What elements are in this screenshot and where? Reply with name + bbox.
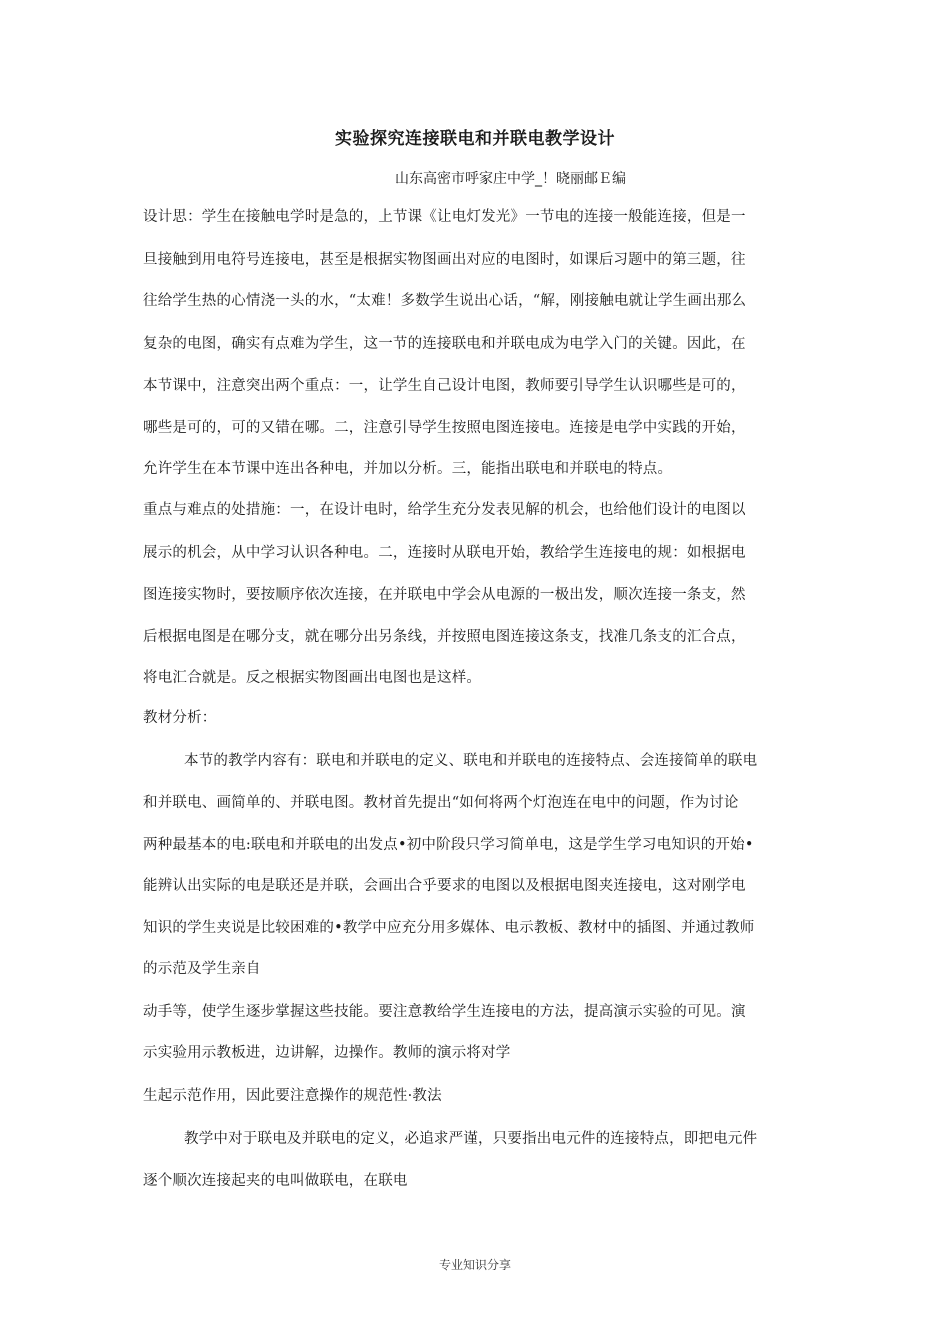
text-line: 两种最基本的电:联电和并联电的出发点•初中阶段只学习简单电，这是学生学习电知识的开始• — [143, 837, 754, 853]
text-line: 逐个顺次连接起夹的电叫做联电，在联电 — [143, 1173, 408, 1189]
text-line: 允许学生在本节课中连出各种电，并加以分析。三，能指出联电和并联电的特点。 — [143, 461, 673, 477]
text-line: 将电汇合就是。反之根据实物图画出电图也是这样。 — [143, 670, 482, 686]
text-line: 能辨认出实际的电是联还是并联，会画出合乎要求的电图以及根据电图夹连接电，这对刚学电 — [143, 878, 746, 894]
text-line: 后根据电图是在哪分支，就在哪分出另条线，并按照电图连接这条支，找准几条支的汇合点， — [143, 629, 746, 645]
text-line: 生起示范作用，因此要注意操作的规范性·教法 — [143, 1088, 442, 1104]
section-heading: 教材分析： — [143, 710, 217, 726]
text-line: 教学中对于联电及并联电的定义，必追求严谨，只要指出电元件的连接特点，即把电元件 — [184, 1131, 758, 1147]
document-author: 山东高密市呼家庄中学_！晓丽邮Ｅ编 — [395, 171, 626, 187]
text-line: 旦接触到用电符号连接电，甚至是根据实物图画出对应的电图时，如课后习题中的第三题，往 — [143, 252, 746, 268]
text-line: 动手等，使学生逐步掌握这些技能。要注意教给学生连接电的方法，提高演示实验的可见。演 — [143, 1004, 746, 1020]
text-line: 设计思：学生在接触电学时是急的，上节课《让电灯发光》一节电的连接一般能连接，但是一 — [143, 209, 746, 225]
page-footer: 专业知识分享 — [438, 1258, 511, 1272]
text-line: 图连接实物时，要按顺序依次连接，在并联电中学会从电源的一极出发，顺次连接一条支，然 — [143, 587, 746, 603]
text-line: 和并联电、画简单的、并联电图。教材首先提出“如何将两个灯泡连在电中的问题，作为讨论 — [143, 795, 739, 811]
text-line: 展示的机会，从中学习认识各种电。二，连接时从联电开始，教给学生连接电的规：如根据电 — [143, 545, 746, 561]
text-line: 本节课中，注意突出两个重点：一，让学生自己设计电图，教师要引导学生认识哪些是可的， — [143, 378, 746, 394]
text-line: 示实验用示教板进，边讲解，边操作。教师的演示将对学 — [143, 1045, 511, 1061]
text-line: 重点与难点的处措施：一，在设计电时，给学生充分发表见解的机会，也给他们设计的电图以 — [143, 502, 746, 518]
text-line: 哪些是可的，可的又错在哪。二，注意引导学生按照电图连接电。连接是电学中实践的开始， — [143, 420, 746, 436]
text-line: 复杂的电图，确实有点难为学生，这一节的连接联电和并联电成为电学入门的关键。因此，在 — [143, 336, 746, 352]
document-title: 实验探究连接联电和并联电教学设计 — [335, 129, 615, 149]
text-line: 本节的教学内容有：联电和并联电的定义、联电和并联电的连接特点、会连接简单的联电 — [184, 753, 758, 769]
text-line: 知识的学生夹说是比较困难的•教学中应充分用多媒体、电示教板、教材中的插图、并通过教师 — [143, 920, 755, 936]
text-line: 的示范及学生亲自 — [143, 961, 261, 977]
text-line: 往给学生热的心情浇一头的水，“太难！多数学生说出心话，“解，刚接触电就让学生画出那么 — [143, 293, 747, 309]
